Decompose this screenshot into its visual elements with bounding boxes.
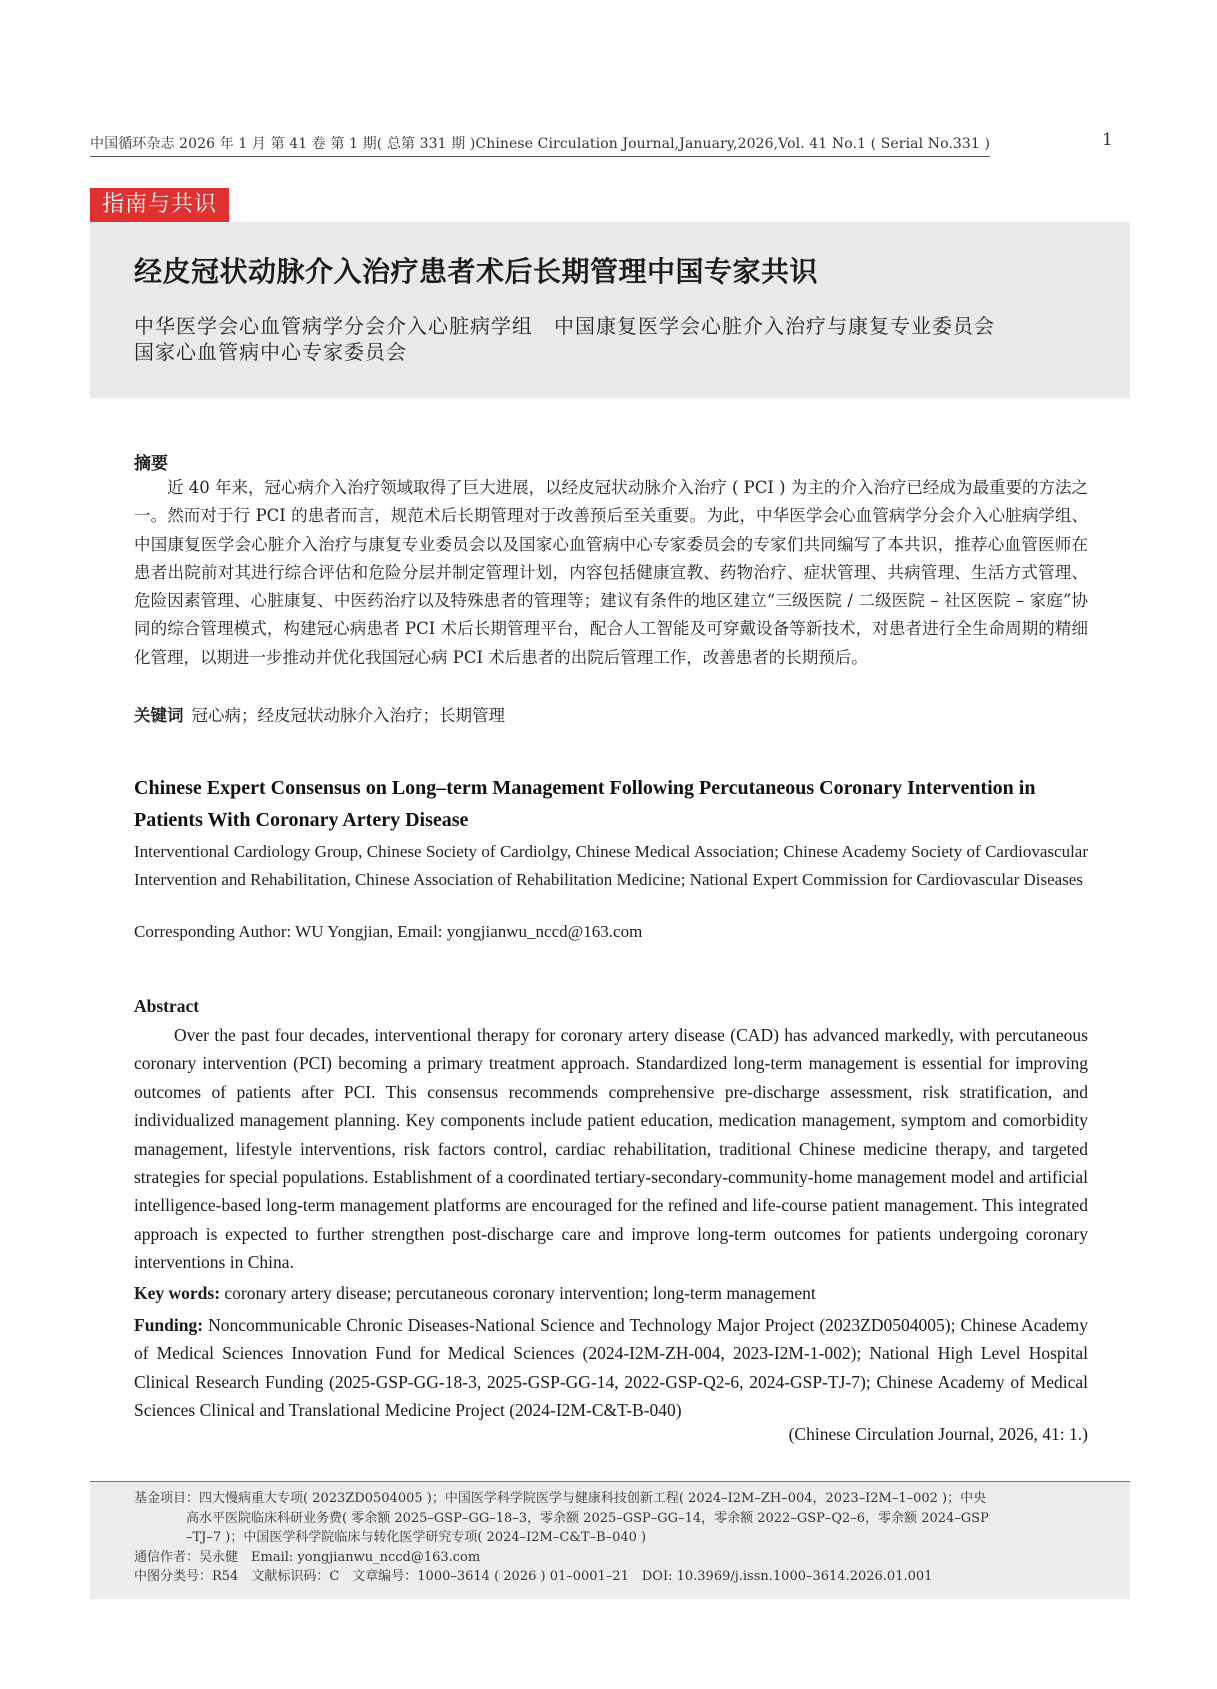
- footer-line-correspondence: 通信作者：吴永健 Email: yongjianwu_nccd@163.com: [134, 1549, 481, 1565]
- keywords-chinese: [134, 702, 1088, 726]
- authors-chinese-line: 中华医学会心血管病学分会介入心脏病学组 中国康复医学会心脏介入治疗与康复专业委员会: [134, 314, 995, 338]
- funding-english: [134, 1311, 1088, 1425]
- authors-english: Interventional Cardiology Group, Chinese Society of Cardiolgy, Chinese Medical Association; Chinese Academy Society of Cardiovascular Intervention and Rehabilitation, Chinese Association of Rehabilitation Medicine; National Expert Commission for Cardiovascular Diseases: [134, 842, 1088, 890]
- abstract-english-text: Over the past four decades, interventional therapy for coronary artery disease (CAD) has advanced markedly, with percutaneous coronary intervention (PCI) becoming a primary treatment approach. Standardized long-term management is essential for improving outcomes of patients after PCI. This consensus recommends comprehensive pre-discharge assessment, risk stratification, and individualized management planning. Key components include patient education, medication management, symptom and comorbidity management, lifestyle interventions, risk factors control, cardiac rehabilitation, traditional Chinese medicine therapy, and targeted strategies for special populations. Establishment of a coordinated tertiary-secondary-community-home management model and artificial intelligence-based long-term management platforms are encouraged for the refined and life-course patient management. This integrated approach is expected to further strengthen post-discharge care and improve long-term outcomes for patients undergoing coronary interventions in China.: [134, 1025, 1088, 1273]
- title-chinese: 经皮冠状动脉介入治疗患者术后长期管理中国专家共识: [134, 255, 819, 288]
- keywords-english: [134, 1283, 1088, 1304]
- authors-chinese-line: 国家心血管病中心专家委员会: [134, 340, 407, 364]
- title-english: Chinese Expert Consensus on Long–term Management Following Percutaneous Coronary Intervention in Patients With Coronary Artery Disease: [134, 777, 1036, 831]
- abstract-chinese-text: 近 40 年来，冠心病介入治疗领域取得了巨大进展，以经皮冠状动脉介入治疗 ( PCI ) 为主的介入治疗已经成为最重要的方法之一。然而对于行 PCI 的患者而言，规范术后长期管理对于改善预后至关重要。为此，中华医学会心血管病学分会介入心脏病学组、中国康复医学会心脏介入治疗与康复专业委员会以及国家心血管病中心专家委员会的专家们共同编写了本共识，推荐心血管医师在患者出院前对其进行综合评估和危险分层并制定管理计划，内容包括健康宣教、药物治疗、症状管理、共病管理、生活方式管理、危险因素管理、心脏康复、中医药治疗以及特殊患者的管理等；建议有条件的地区建立“三级医院 / 二级医院 – 社区医院 – 家庭”协同的综合管理模式，构建冠心病患者 PCI 术后长期管理平台，配合人工智能及可穿戴设备等新技术，对患者进行全生命周期的精细化管理，以期进一步推动并优化我国冠心病 PCI 术后患者的出院后管理工作，改善患者的长期预后。: [134, 478, 1088, 667]
- title-box: [90, 222, 1130, 398]
- keywords-chinese-label: 关键词: [134, 706, 184, 725]
- authors-chinese: [134, 313, 1094, 365]
- keywords-chinese-value: 冠心病；经皮冠状动脉介入治疗；长期管理: [191, 706, 505, 725]
- abstract-english-heading: Abstract: [134, 996, 200, 1016]
- footer-notes: [134, 1489, 1092, 1587]
- funding-english-value: Noncommunicable Chronic Diseases-National Science and Technology Major Project (2023ZD0504005); Chinese Academy of Medical Sciences Innovation Fund for Medical Sciences (2024-I2M-ZH-004, 2023-I2M-1-002); National High Level Hospital Clinical Research Funding (2025-GSP-GG-18-3, 2025-GSP-GG-14, 2022-GSP-Q2-6, 2024-GSP-TJ-7); Chinese Academy of Medical Sciences Clinical and Translational Medicine Project (2024-I2M-C&T-B-040): [134, 1315, 1089, 1421]
- footer-line-classification: 中图分类号：R54 文献标识码：C 文章编号：1000–3614 ( 2026 ) 01–0001–21 DOI: 10.3969/j.issn.1000–3614.2026.01.001: [134, 1569, 933, 1584]
- page-number: 1: [1102, 130, 1113, 150]
- keywords-english-label: Key words:: [134, 1283, 221, 1303]
- corresponding-author: Corresponding Author: WU Yongjian, Email: yongjianwu_nccd@163.com: [134, 922, 643, 941]
- citation: (Chinese Circulation Journal, 2026, 41: 1.): [788, 1424, 1088, 1444]
- footer-line-funding: 基金项目：四大慢病重大专项( 2023ZD0504005 )；中国医学科学院医学与健康科技创新工程( 2024–I2M–ZH–004，2023–I2M–1–002 )；中央: [134, 1491, 987, 1506]
- footer-line-funding-cont: –TJ–7 )；中国医学科学院临床与转化医学研究专项( 2024–I2M–C&T–B–040 ): [134, 1530, 647, 1545]
- running-header: 中国循环杂志 2026 年 1 月 第 41 卷 第 1 期( 总第 331 期 )Chinese Circulation Journal,January,2026,Vol. 41 No.1 ( Serial No.331 ): [90, 133, 990, 157]
- footer-line-funding-cont: 高水平医院临床科研业务费( 零余额 2025–GSP–GG–18–3，零余额 2025–GSP–GG–14，零余额 2022–GSP–Q2–6，零余额 2024–GSP: [134, 1510, 989, 1526]
- keywords-english-value: coronary artery disease; percutaneous coronary intervention; long-term management: [224, 1283, 816, 1303]
- funding-english-label: Funding:: [134, 1315, 204, 1335]
- abstract-chinese-heading: 摘要: [134, 454, 168, 474]
- section-tag: 指南与共识: [90, 188, 229, 222]
